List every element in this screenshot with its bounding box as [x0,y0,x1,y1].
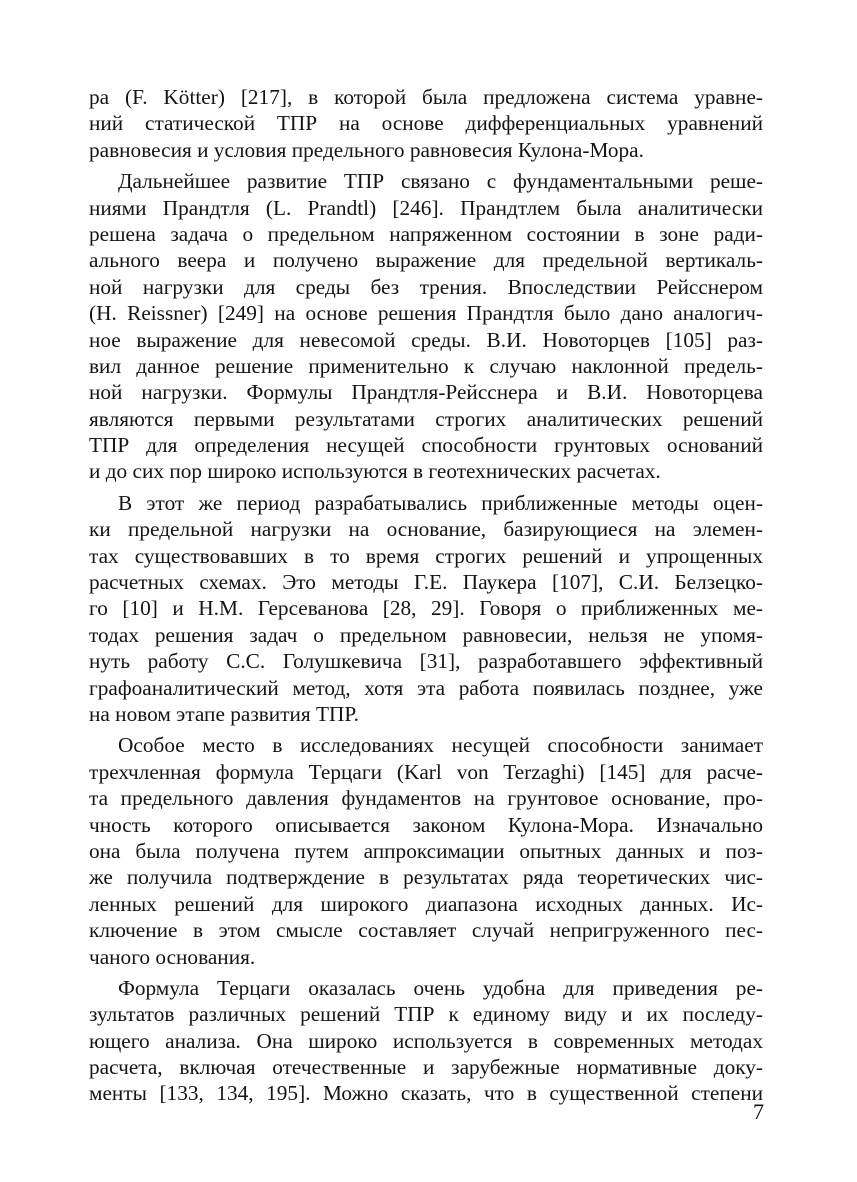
text-line: Формула Терцаги оказалась очень удобна для приведения ре- [118,975,763,1000]
text-line: расчета, включая отечественные и зарубежные нормативные доку- [89,1055,763,1080]
text-line: решена задача о предельном напряженном состоянии в зоне ради- [89,221,763,246]
text-line: менты [133, 134, 195]. Можно сказать, что в существенной степени [89,1081,763,1106]
page-number: 7 [753,1099,764,1124]
paragraph [89,84,763,163]
text-line: ной нагрузки для среды без трения. Впоследствии Рейсснером [89,274,763,299]
text-line: ленных решений для широкого диапазона исходных данных. Ис- [89,891,763,916]
text-line: та предельного давления фундаментов на грунтовое основание, про- [89,786,763,811]
text-line: ального веера и получено выражение для предельной вертикаль- [89,248,763,273]
text-line: ниями Прандтля (L. Prandtl) [246]. Прандтлем была аналитически [89,195,763,220]
text-line: тодах решения задач о предельном равновесии, нельзя не упомя- [89,622,763,647]
paragraph [89,490,763,728]
text-line: трехчленная формула Терцаги (Karl von Terzaghi) [145] для расче- [89,759,763,784]
text-line: (H. Reissner) [249] на основе решения Прандтля было дано аналогич- [89,301,763,326]
paragraph [89,975,763,1107]
body-text [89,84,763,1107]
text-line: тах существовавших в то время строгих решений и упрощенных [89,543,763,568]
text-line: нуть работу С.С. Голушкевича [31], разработавшего эффективный [89,649,763,674]
text-line: являются первыми результатами строгих аналитических решений [89,406,763,431]
paragraph [89,168,763,485]
text-line: ТПР для определения несущей способности грунтовых оснований [89,433,763,458]
text-line: графоаналитический метод, хотя эта работа появилась позднее, уже [89,675,763,700]
text-line: ра (F. Kötter) [217], в которой была предложена система уравне- [89,85,763,109]
text-line: Особое место в исследованиях несущей способности занимает [118,733,763,758]
text-line: ной нагрузки. Формулы Прандтля-Рейсснера и В.И. Новоторцева [89,380,763,405]
text-line: ний статической ТПР на основе дифференциальных уравнений [89,111,763,136]
text-line: вил данное решение применительно к случаю наклонной предель- [89,353,763,378]
text-line: и до сих пор широко используются в геотехнических расчетах. [89,459,661,484]
text-line: она была получена путем аппроксимации опытных данных и поз- [89,838,763,863]
text-line: зультатов различных решений ТПР к единому виду и их последу- [89,1002,763,1027]
text-line: чность которого описывается законом Кулона-Мора. Изначально [89,812,763,837]
text-line: ключение в этом смысле составляет случай непригруженного пес- [89,918,763,943]
text-line: расчетных схемах. Это методы Г.Е. Паукера [107], С.И. Белзецко- [89,570,763,595]
text-line: же получила подтверждение в результатах ряда теоретических чис- [89,865,763,890]
text-line: го [10] и Н.М. Герсеванова [28, 29]. Говоря о приближенных ме- [89,596,763,621]
text-line: В этот же период разрабатывались приближенные методы оцен- [118,490,763,515]
text-line: чаного основания. [89,944,256,969]
text-line: ки предельной нагрузки на основание, базирующиеся на элемен- [89,517,763,542]
text-line: Дальнейшее развитие ТПР связано с фундаментальными реше- [118,169,763,194]
text-line: равновесия и условия предельного равновесия Кулона-Мора. [89,137,644,162]
paragraph [89,732,763,970]
text-line: на новом этапе развития ТПР. [89,701,359,726]
text-line: ное выражение для невесомой среды. В.И. Новоторцев [105] раз- [89,327,763,352]
text-line: ющего анализа. Она широко используется в современных методах [89,1028,763,1053]
